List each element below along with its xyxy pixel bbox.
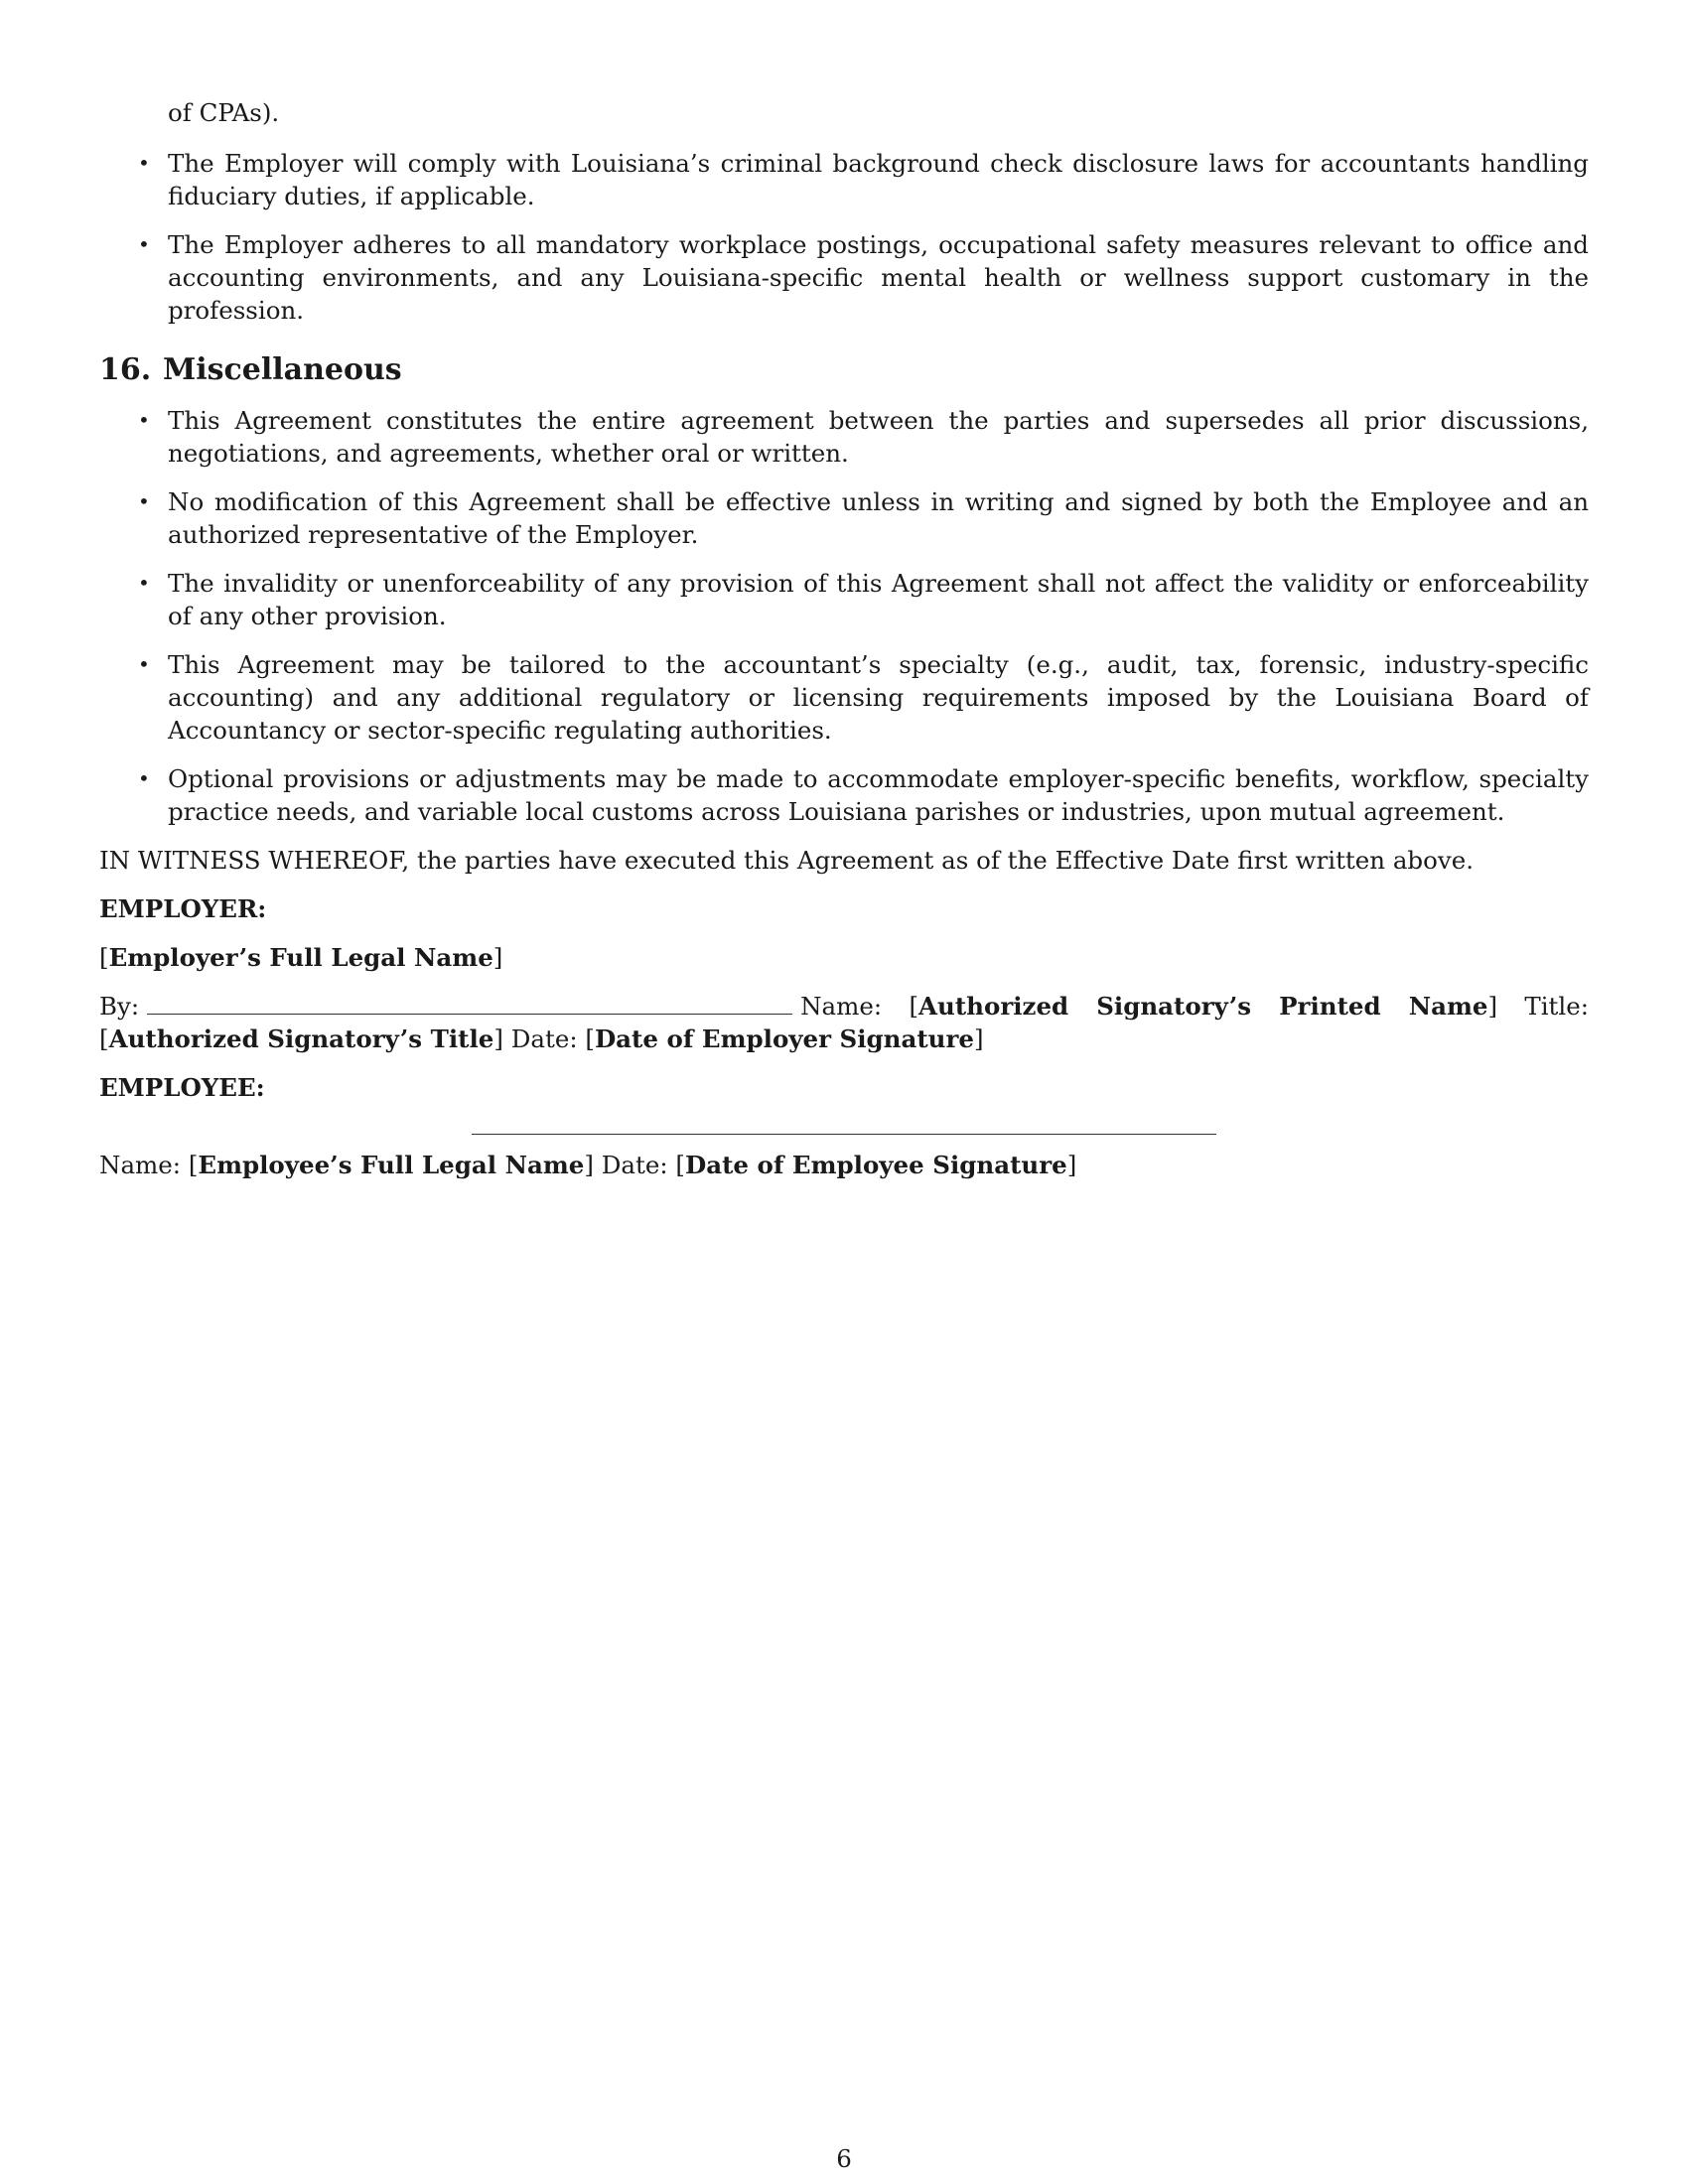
witness-statement: IN WITNESS WHEREOF, the parties have executed this Agreement as of the Effective Date first written above. [99,846,1474,875]
list-item: • This Agreement constitutes the entire agreement between the parties and supersedes all prior discussions, negotiations, and agreements, whether oral or written. [138,406,1589,468]
compliance-list [99,147,1589,327]
bullet-icon: • [138,766,150,790]
bullet-icon: • [138,232,150,256]
page-number: 6 [836,2144,852,2173]
employee-signature-line[interactable] [472,1134,1216,1135]
list-item: • The Employer will comply with Louisiana’s criminal background check disclosure laws for accountants handling fiduciary duties, if applicable. [138,149,1589,210]
employer-signature-date: Date of Employer Signature [594,1024,974,1053]
signatory-title: Authorized Signatory’s Title [108,1024,494,1053]
section-heading [99,350,1589,390]
signatory-name: Authorized Signatory’s Printed Name [918,992,1488,1021]
bullet-icon: • [138,151,150,175]
continuation-text: of CPAs). [168,98,280,127]
name-label: Name: [800,992,883,1021]
list-item: • No modification of this Agreement shall be effective unless in writing and signed by both the Employee and an authorized representative of the Employer. [138,487,1589,549]
bullet-icon: • [138,489,150,513]
list-item: • The Employer adheres to all mandatory workplace postings, occupational safety measures relevant to office and accounting environments, and any Louisiana-specific mental health or wellness support customary in the profession. [138,230,1589,325]
bullet-icon: • [138,652,150,676]
employee-signature-date: Date of Employee Signature [684,1151,1067,1179]
page-content [99,96,1589,1197]
employer-legal-name: [Employer’s Full Legal Name] [99,943,503,972]
list-item: • Optional provisions or adjustments may be made to accommodate employer-specific benefits, workflow, specialty practice needs, and variable local customs across Louisiana parishes or industries, upon mutual agreement. [138,764,1589,826]
date-label: Date: [601,1151,668,1179]
employee-name: Employee’s Full Legal Name [198,1151,585,1179]
employee-signature-block: Name: [Employee’s Full Legal Name] Date: [Date of Employee Signature] [99,1151,1077,1179]
miscellaneous-list [99,404,1589,828]
employer-heading: EMPLOYER: [99,894,267,923]
by-label: By: [99,992,140,1021]
employee-heading: EMPLOYEE: [99,1073,265,1102]
title-label: Title: [1524,992,1589,1021]
bullet-icon: • [138,408,150,432]
employer-signature-line[interactable] [147,1013,792,1015]
bullet-icon: • [138,571,150,595]
section-title: Miscellaneous [163,352,402,387]
list-item: • This Agreement may be tailored to the accountant’s specialty (e.g., audit, tax, forensic, industry-specific accounting) and any additional regulatory or licensing requirements imposed by the Louisiana Board of Accountancy or sector-specific regulating authorities. [138,650,1589,745]
list-item: • The invalidity or unenforceability of any provision of this Agreement shall not affect the validity or enforceability of any other provision. [138,569,1589,630]
section-number: 16. [99,352,152,387]
employer-signature-block: By: Name: [Authorized Signatory’s Printed Name] Title: [Authorized Signatory’s Title] Date: [Date of Employer Signature] [99,992,1589,1053]
name-label: Name: [99,1151,182,1179]
date-label: Date: [510,1024,578,1053]
